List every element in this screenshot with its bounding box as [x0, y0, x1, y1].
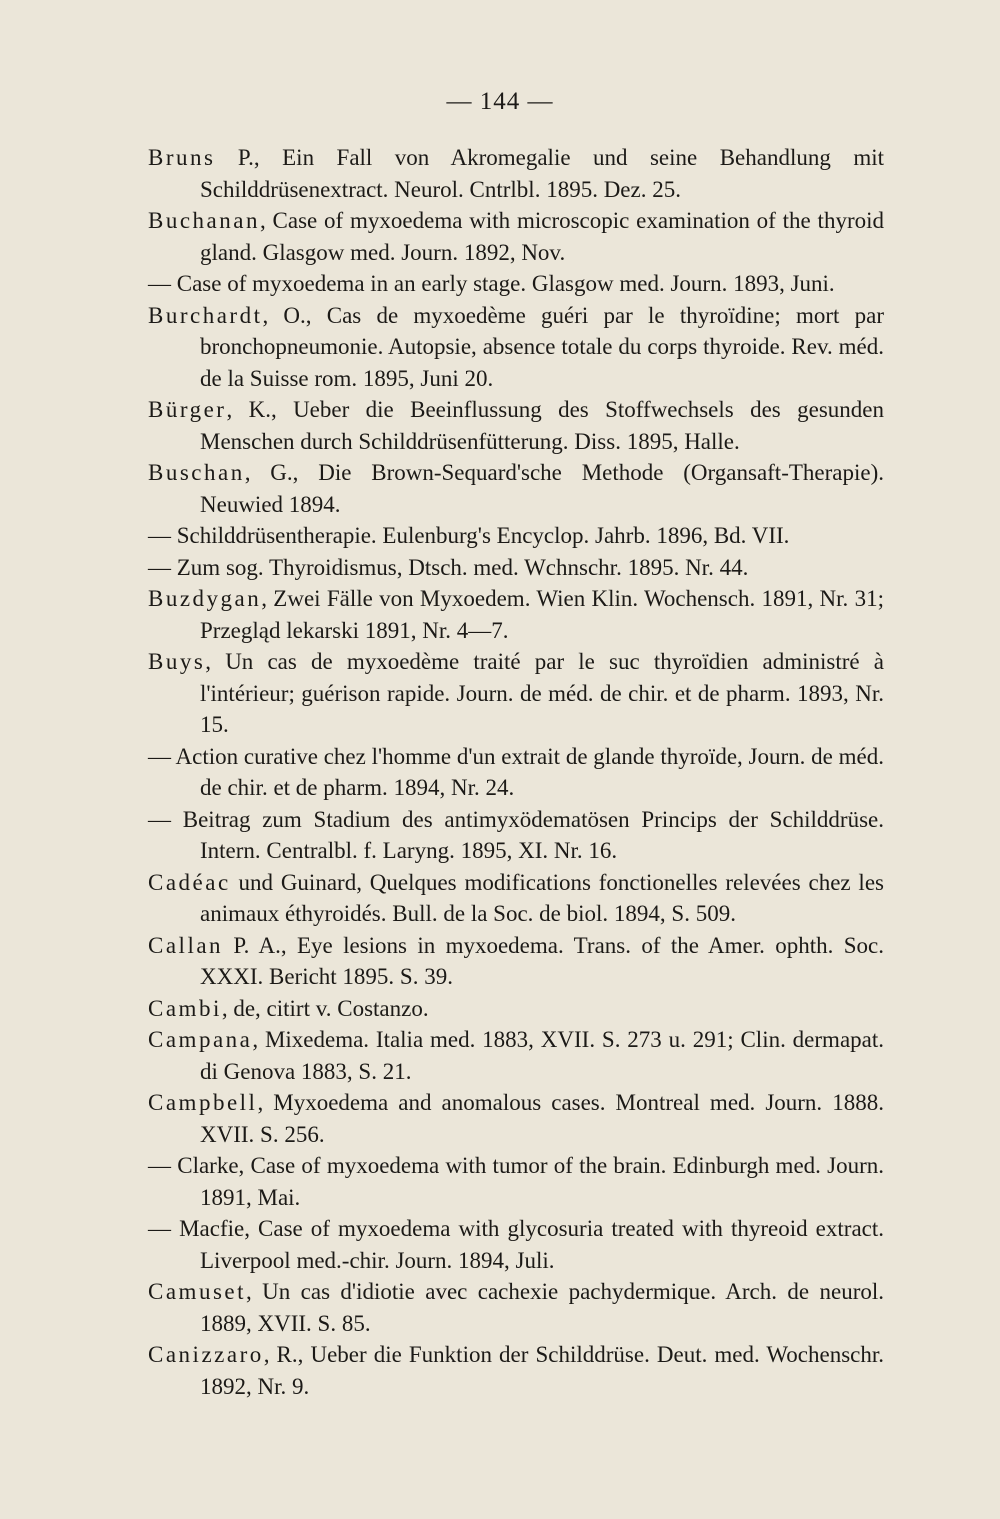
bibliography-entry [148, 993, 884, 1025]
bibliography-entry [148, 867, 884, 930]
entry-text: — Macfie, Case of myxoedema with glycosuria treated with thyreoid extract. Liverpool med.-chir. Journ. 1894, Juli. [148, 1216, 884, 1273]
bibliography-entry [148, 205, 884, 268]
entry-text: — Case of myxoedema in an early stage. Glasgow med. Journ. 1893, Juni. [148, 271, 835, 296]
bibliography-entry [148, 1339, 884, 1402]
bibliography-entry [148, 300, 884, 395]
entry-text: — Zum sog. Thyroidismus, Dtsch. med. Wchnschr. 1895. Nr. 44. [148, 554, 749, 580]
entry-text: — Action curative chez l'homme d'un extrait de glande thyroïde, Journ. de méd. de chir. et de pharm. 1894, Nr. 24. [148, 743, 884, 800]
entry-text: , Myxoedema and anomalous cases. Montreal med. Journ. 1888. XVII. S. 256. [200, 1090, 884, 1147]
entry-text: , Zwei Fälle von Myxoedem. Wien Klin. Wochensch. 1891, Nr. 31; Przegląd lekarski 1891, Nr. 4—7. [200, 586, 884, 643]
entry-text: — Clarke, Case of myxoedema with tumor of the brain. Edinburgh med. Journ. 1891, Mai. [148, 1153, 884, 1210]
bibliography-entry [148, 394, 884, 457]
bibliography-entry [148, 457, 884, 520]
entry-author: Callan [148, 932, 224, 958]
bibliography-entry [148, 583, 884, 646]
entry-text: und Guinard, Quelques modifications fonctionelles relevées chez les animaux éthyroidés. Bull. de la Soc. de biol. 1894, S. 509. [200, 869, 884, 926]
page-number: — 144 — [446, 88, 554, 115]
entry-author: Buchanan [148, 208, 260, 233]
entry-author: Buys [148, 649, 206, 674]
entry-text: , O., Cas de myxoedème guéri par le thyroïdine; mort par bronchopneumonie. Autopsie, absence totale du corps thyroide. Rev. méd. de la Suisse rom. 1895, Juni 20. [200, 302, 884, 391]
bibliography-entry [148, 552, 884, 584]
entry-text: — Beitrag zum Stadium des antimyxödematösen Princips der Schilddrüse. Intern. Centralbl. f. Laryng. 1895, XI. Nr. 16. [148, 806, 884, 863]
bibliography-entry [148, 646, 884, 741]
bibliography-entry [148, 741, 884, 804]
entry-author: Buzdygan [148, 586, 262, 611]
entry-author: Buschan [148, 460, 245, 485]
entry-text: , Mixedema. Italia med. 1883, XVII. S. 273 u. 291; Clin. dermapat. di Genova 1883, S. 21. [200, 1027, 884, 1084]
entry-author: Canizzaro [148, 1342, 264, 1367]
entry-text: , K., Ueber die Beeinflussung des Stoffwechsels des gesunden Menschen durch Schilddrüsenfütterung. Diss. 1895, Halle. [200, 397, 884, 454]
entry-text: , R., Ueber die Funktion der Schilddrüse. Deut. med. Wochenschr. 1892, Nr. 9. [200, 1342, 884, 1399]
entry-author: Campbell [148, 1090, 258, 1115]
bibliography-entry [148, 268, 884, 300]
entry-text: , G., Die Brown-Sequard'sche Methode (Organsaft-Therapie). Neuwied 1894. [200, 460, 884, 517]
entry-text: P., Ein Fall von Akromegalie und seine Behandlung mit Schilddrüsenextract. Neurol. Cntrlbl. 1895. Dez. 25. [200, 145, 884, 202]
bibliography-entry [148, 520, 884, 552]
entry-author: Cadéac [148, 869, 231, 895]
entry-author: Burchardt [148, 302, 263, 328]
bibliography-entry [148, 1087, 884, 1150]
entry-text: , Un cas d'idiotie avec cachexie pachydermique. Arch. de neurol. 1889, XVII. S. 85. [200, 1279, 884, 1336]
entry-author: Cambi [148, 995, 222, 1021]
entry-author: Camuset [148, 1279, 246, 1304]
entry-author: Bürger [148, 397, 227, 422]
bibliography-entry [148, 804, 884, 867]
entry-text: , de, citirt v. Costanzo. [221, 995, 429, 1021]
bibliography-list [148, 142, 884, 1402]
bibliography-entry [148, 1024, 884, 1087]
entry-author: Bruns [148, 145, 216, 170]
bibliography-entry [148, 1276, 884, 1339]
entry-text: , Case of myxoedema with microscopic examination of the thyroid gland. Glasgow med. Journ. 1892, Nov. [200, 208, 884, 265]
bibliography-entry [148, 1213, 884, 1276]
entry-text: — Schilddrüsentherapie. Eulenburg's Encyclop. Jahrb. 1896, Bd. VII. [148, 523, 790, 548]
bibliography-entry [148, 1150, 884, 1213]
entry-author: Campana [148, 1027, 253, 1052]
bibliography-entry [148, 930, 884, 993]
bibliography-entry [148, 142, 884, 205]
entry-text: , Un cas de myxoedème traité par le suc thyroïdien administré à l'intérieur; guérison rapide. Journ. de méd. de chir. et de pharm. 1893, Nr. 15. [200, 649, 884, 737]
entry-text: P. A., Eye lesions in myxoedema. Trans. of the Amer. ophth. Soc. XXXI. Bericht 1895. S. 39. [200, 932, 884, 989]
